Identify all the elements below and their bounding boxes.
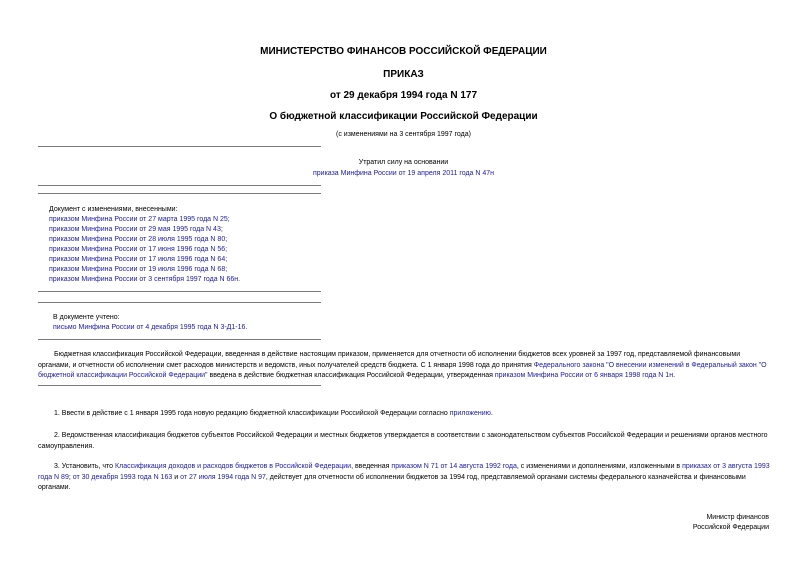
separator [38, 146, 321, 147]
preamble-text: . [673, 372, 676, 379]
item-2-text: 2. Ведомственная классификация бюджетов субъектов Российской Федерации и местных бюджетов утверждается в соответствии с законодательством субъектов Российской Федерации и решениями органов местного самоуправления. [38, 432, 768, 450]
item-1-paragraph [38, 409, 771, 420]
doc-type: ПРИКАЗ [383, 69, 424, 80]
change-link[interactable]: приказом Минфина России от 19 июля 1996 года N 68; [49, 266, 228, 273]
status-link[interactable]: приказа Минфина России от 19 апреля 2011 года N 47н [312, 170, 495, 177]
item-3-text: , с изменениями и дополнениями, изложенными в [516, 463, 683, 470]
order-71-link[interactable]: приказом N 71 от 14 августа 1992 года [391, 463, 517, 470]
preamble-paragraph [38, 350, 771, 382]
considered-intro: В документе учтено: [53, 314, 120, 321]
status-text: Утратил силу на основании [358, 159, 449, 166]
amended-note: (с изменениями на 3 сентября 1997 года) [336, 131, 471, 138]
change-link[interactable]: приказом Минфина России от 29 мая 1995 года N 43; [49, 226, 223, 233]
separator [38, 302, 321, 303]
item-3-text: ; [68, 473, 73, 481]
separator [38, 385, 321, 386]
classification-link[interactable]: Классификация доходов и расходов бюджетов в Российской Федерации [115, 463, 352, 470]
item-1-end: . [490, 410, 493, 417]
order-89-link[interactable]: приказах от 3 августа 1993 года N 89 [38, 463, 770, 481]
doc-date-number: от 29 декабря 1994 года N 177 [329, 90, 478, 101]
order-1n-link[interactable]: приказом Минфина России от 6 января 1998 года N 1н [494, 372, 674, 379]
ministry-title: МИНИСТЕРСТВО ФИНАНСОВ РОССИЙСКОЙ ФЕДЕРАЦИИ [260, 46, 547, 57]
change-link[interactable]: приказом Минфина России от 28 июля 1995 года N 80; [49, 236, 228, 243]
order-163-link[interactable]: от 30 декабря 1993 года N 163 [72, 473, 173, 481]
separator [38, 185, 321, 186]
federal-law-link[interactable]: Федерального закона "О внесении изменений в Федеральный закон "О бюджетной классификации Российской Федерации" [38, 361, 767, 379]
change-link[interactable]: приказом Минфина России от 17 июля 1996 года N 64; [49, 256, 228, 263]
item-3-text: и [172, 473, 181, 481]
item-1-text: 1. Ввести в действие с 1 января 1995 года новую редакцию бюджетной классификации Российской Федерации согласно [54, 410, 450, 417]
separator [38, 193, 321, 194]
signature-title: Министр финансов [706, 514, 769, 521]
item-3-text: , введенная [351, 463, 392, 470]
preamble-text: введена в действие бюджетная классификация Российской Федерации, утвержденная [207, 372, 495, 379]
doc-subject: О бюджетной классификации Российской Федерации [269, 111, 538, 122]
item-3-text: , действует для отчетности об исполнении бюджетов за 1994 год, представляемой органами системы федерального казначейства и финансовыми органами. [38, 473, 746, 491]
item-2-paragraph [38, 431, 771, 452]
changes-intro: Документ с изменениями, внесенными: [49, 206, 178, 213]
order-97-link[interactable]: от 27 июля 1994 года N 97 [180, 473, 266, 481]
item-3-paragraph [38, 462, 771, 494]
change-link[interactable]: приказом Минфина России от 3 сентября 1997 года N 66н. [49, 276, 241, 283]
item-3-text: 3. Установить, что [54, 463, 116, 470]
preamble-text: Бюджетная классификация Российской Федерации, введенная в действие настоящим приказом, применяется для отчетности об исполнении бюджетов всех уровней за 1997 год, представляемой финансовыми органами, и отчетности об исполнении смет расходов министерств и ведомств, иных получателей средств бюджета. С 1 января 1998 года до принятия [38, 351, 741, 369]
appendix-link[interactable]: приложению [449, 410, 491, 417]
change-link[interactable]: приказом Минфина России от 27 марта 1995 года N 25; [49, 216, 230, 223]
signature-country: Российской Федерации [692, 524, 769, 531]
change-link[interactable]: приказом Минфина России от 17 июня 1996 года N 56; [49, 246, 228, 253]
separator [38, 339, 321, 340]
separator [38, 291, 321, 292]
considered-link[interactable]: письмо Минфина России от 4 декабря 1995 года N 3-Д1-16. [53, 324, 248, 331]
